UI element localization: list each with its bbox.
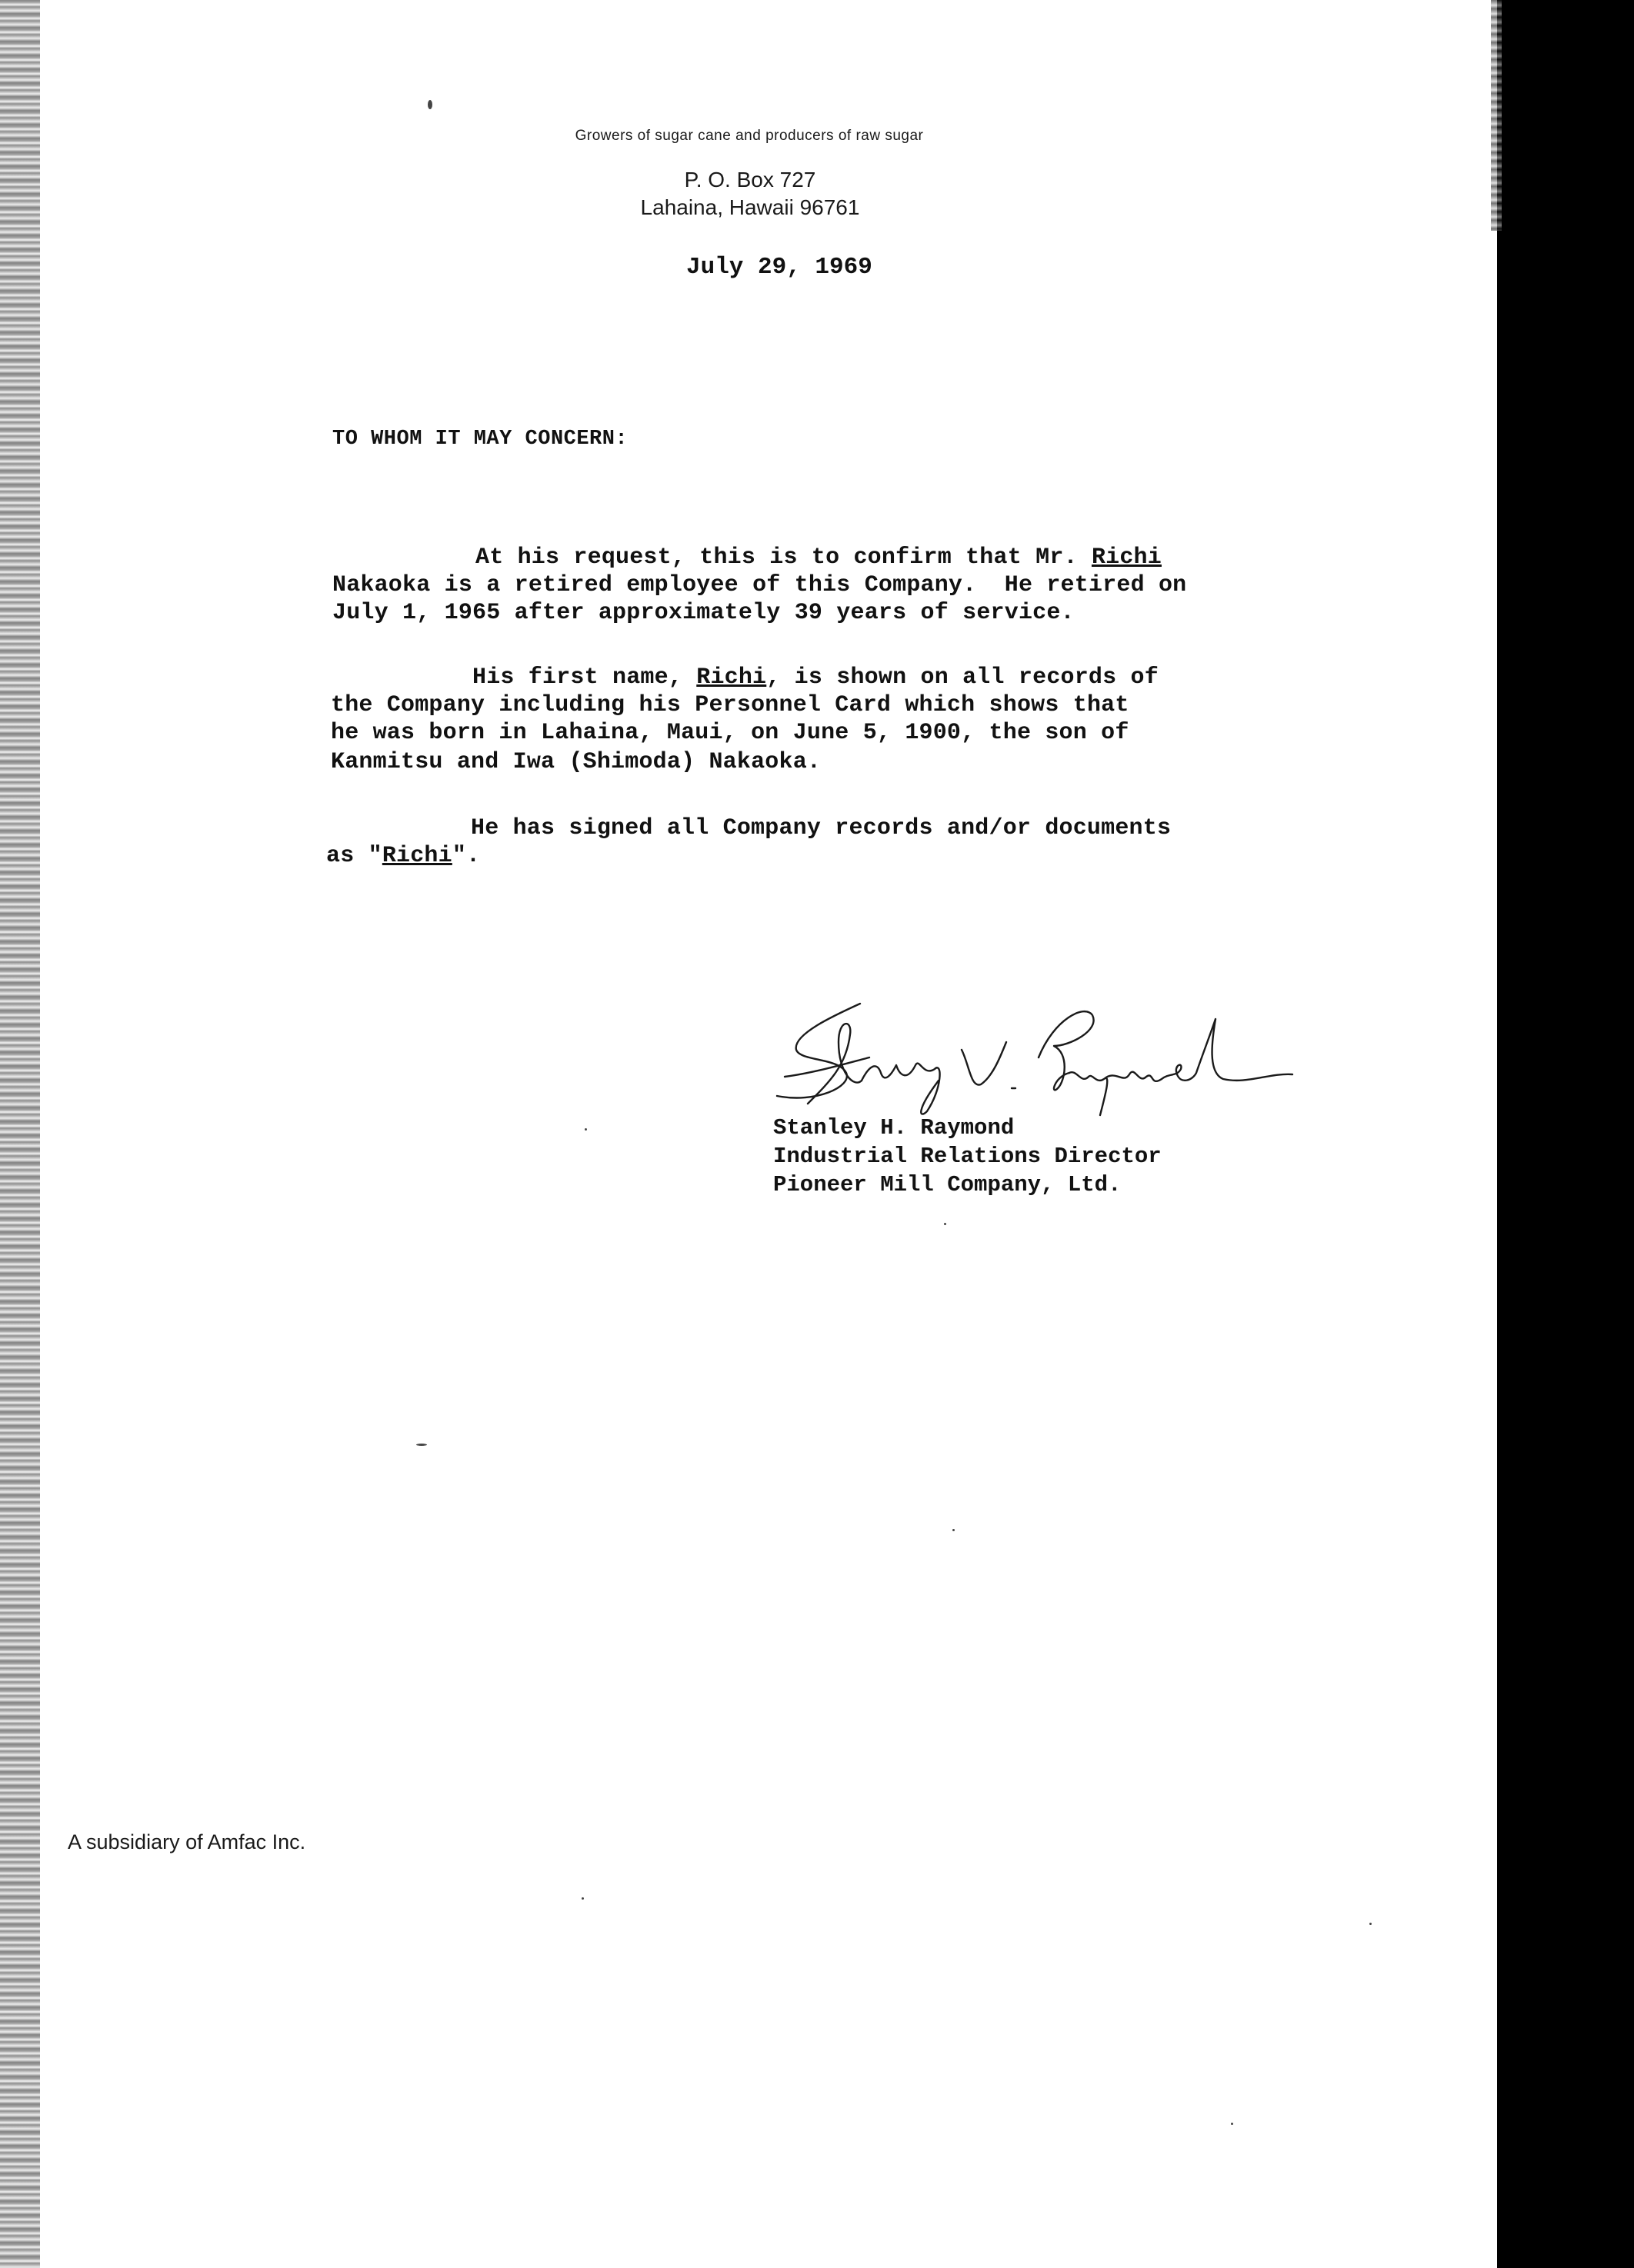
paragraph-2-line-2: the Company including his Personnel Card which shows that (331, 692, 1129, 718)
paragraph-2-line-4: Kanmitsu and Iwa (Shimoda) Nakaoka. (331, 749, 822, 775)
employee-first-name: Richi (1091, 545, 1162, 571)
scan-edge-left (0, 0, 40, 2268)
signer-title: Industrial Relations Director (773, 1144, 1162, 1169)
paragraph-1-line-1: At his request, this is to confirm that Mr. Richi (475, 545, 1162, 571)
salutation: TO WHOM IT MAY CONCERN: (332, 428, 629, 451)
scan-speck (1231, 2123, 1233, 2125)
footer-subsidiary: A subsidiary of Amfac Inc. (68, 1830, 306, 1853)
scan-speck (944, 1223, 946, 1225)
scan-speck (1369, 1923, 1372, 1925)
employee-first-name: Richi (696, 664, 767, 691)
paragraph-3-line-2: as "Richi". (326, 843, 481, 869)
paragraph-2-line-1: His first name, Richi, is shown on all records of (472, 664, 1159, 691)
scan-speck (582, 1897, 584, 1900)
scan-speck (416, 1444, 427, 1446)
paragraph-1-line-2: Nakaoka is a retired employee of this Company. He retired on (332, 572, 1187, 598)
scan-edge-right (1497, 0, 1634, 2268)
signer-company: Pioneer Mill Company, Ltd. (773, 1172, 1122, 1197)
paragraph-2-line-3: he was born in Lahaina, Maui, on June 5, 1900, the son of (331, 720, 1129, 746)
paragraph-3-line-1: He has signed all Company records and/or documents (471, 815, 1172, 841)
scan-speck (428, 100, 432, 109)
letterhead-tagline: Growers of sugar cane and producers of raw sugar (575, 128, 924, 144)
scan-speck (952, 1529, 955, 1531)
letter-date: July 29, 1969 (686, 254, 872, 281)
handwritten-signature (762, 988, 1300, 1123)
scan-speck (585, 1128, 587, 1131)
letterhead-address-line1: P. O. Box 727 (684, 168, 816, 191)
signer-name: Stanley H. Raymond (773, 1115, 1015, 1141)
employee-first-name: Richi (382, 843, 452, 869)
letterhead-address-line2: Lahaina, Hawaii 96761 (640, 195, 860, 219)
paragraph-1-line-3: July 1, 1965 after approximately 39 years of service. (332, 600, 1075, 626)
